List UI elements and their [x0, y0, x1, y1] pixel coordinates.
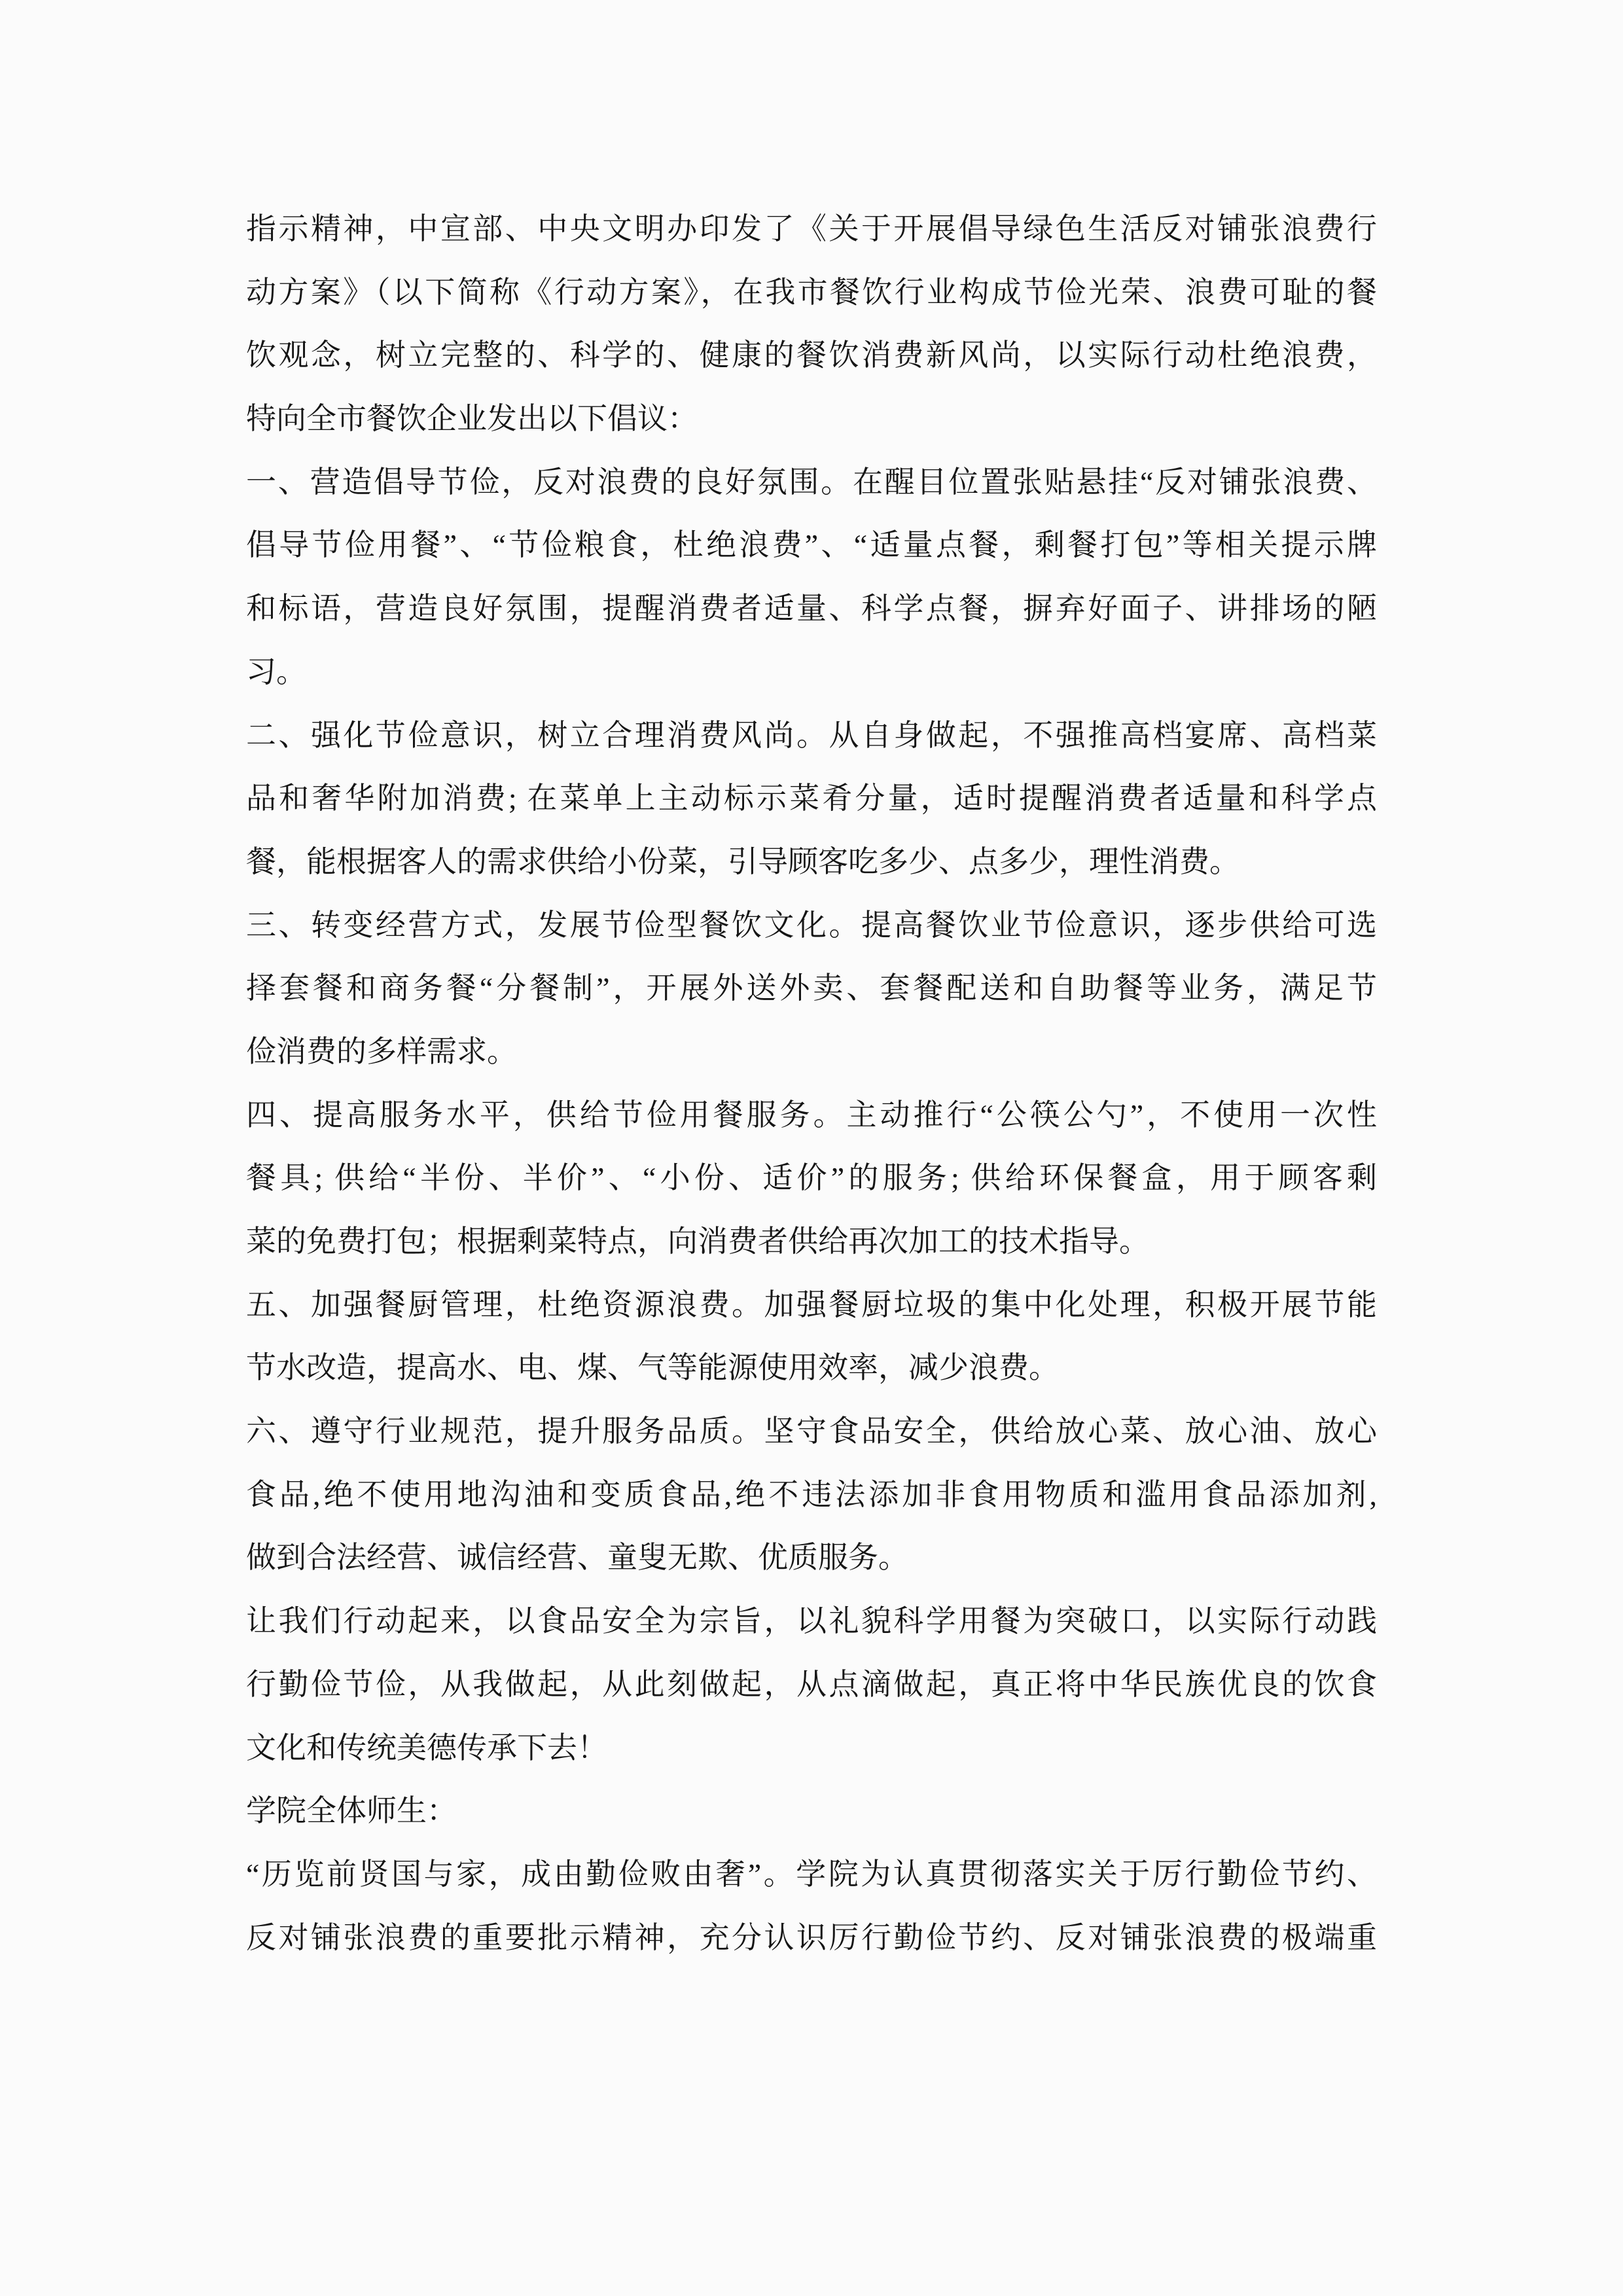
text-line: 指示精神，中宣部、中央文明办印发了《关于开展倡导绿色生活反对铺张浪费行: [246, 212, 1377, 245]
letter-salutation: [246, 1780, 1377, 1843]
paragraph-item-5: [246, 1274, 1377, 1400]
text-line: 学院全体师生：: [246, 1794, 457, 1828]
text-line: 六、遵守行业规范，提升服务品质。坚守食品安全，供给放心菜、放心油、放心: [246, 1414, 1377, 1448]
paragraph-intro: [246, 198, 1377, 451]
text-line: 择套餐和商务餐“分餐制”，开展外送外卖、套餐配送和自助餐等业务，满足节: [246, 971, 1377, 1005]
text-line: 和标语，营造良好氛围，提醒消费者适量、科学点餐，摒弃好面子、讲排场的陋: [246, 592, 1377, 626]
text-line: 三、转变经营方式，发展节俭型餐饮文化。提高餐饮业节俭意识，逐步供给可选: [246, 908, 1377, 942]
text-line: 节水改造，提高水、电、煤、气等能源使用效率，减少浪费。: [246, 1351, 1059, 1385]
paragraph-item-2: [246, 704, 1377, 894]
text-line: 饮观念，树立完整的、科学的、健康的餐饮消费新风尚，以实际行动杜绝浪费，: [246, 338, 1377, 372]
text-line: 特向全市餐饮企业发出以下倡议：: [246, 402, 698, 436]
paragraph-item-1: [246, 451, 1377, 704]
text-line: 一、营造倡导节俭，反对浪费的良好氛围。在醒目位置张贴悬挂“反对铺张浪费、: [246, 465, 1377, 499]
text-line: 二、强化节俭意识，树立合理消费风尚。从自身做起，不强推高档宴席、高档菜: [246, 718, 1377, 752]
text-line: 餐具; 供给“半份、半价”、“小份、适价”的服务; 供给环保餐盒，用于顾客剩: [246, 1161, 1377, 1195]
text-line: 文化和传统美德传承下去！: [246, 1731, 607, 1765]
text-line: 餐，能根据客人的需求供给小份菜，引导顾客吃多少、点多少，理性消费。: [246, 844, 1240, 878]
text-line: 反对铺张浪费的重要批示精神，充分认识厉行勤俭节约、反对铺张浪费的极端重: [246, 1920, 1377, 1954]
text-line: 让我们行动起来，以食品安全为宗旨，以礼貌科学用餐为突破口，以实际行动践: [246, 1604, 1377, 1638]
text-line: 做到合法经营、诚信经营、童叟无欺、优质服务。: [246, 1541, 908, 1575]
text-line: “历览前贤国与家，成由勤俭败由奢”。学院为认真贯彻落实关于厉行勤俭节约、: [246, 1857, 1377, 1891]
text-line: 倡导节俭用餐”、“节俭粮食，杜绝浪费”、“适量点餐，剩餐打包”等相关提示牌: [246, 528, 1377, 562]
text-line: 行勤俭节俭，从我做起，从此刻做起，从点滴做起，真正将中华民族优良的饮食: [246, 1667, 1377, 1701]
text-line: 食品,绝不使用地沟油和变质食品,绝不违法添加非食用物质和滥用食品添加剂,: [246, 1477, 1377, 1511]
text-line: 品和奢华附加消费; 在菜单上主动标示菜肴分量，适时提醒消费者适量和科学点: [246, 781, 1377, 816]
text-line: 习。: [246, 655, 306, 689]
text-line: 四、提高服务水平，供给节俭用餐服务。主动推行“公筷公勺”，不使用一次性: [246, 1098, 1377, 1132]
text-line: 俭消费的多样需求。: [246, 1034, 517, 1068]
paragraph-item-3: [246, 894, 1377, 1084]
document-body: [246, 198, 1377, 1969]
text-line: 菜的免费打包；根据剩菜特点，向消费者供给再次加工的技术指导。: [246, 1225, 1149, 1258]
letter-opening-paragraph: [246, 1843, 1377, 1969]
text-line: 五、加强餐厨管理，杜绝资源浪费。加强餐厨垃圾的集中化处理，积极开展节能: [246, 1287, 1377, 1321]
text-line: 动方案》（以下简称《行动方案》，在我市餐饮行业构成节俭光荣、浪费可耻的餐: [246, 275, 1377, 309]
paragraph-item-6: [246, 1400, 1377, 1590]
paragraph-closing: [246, 1590, 1377, 1780]
paragraph-item-4: [246, 1084, 1377, 1274]
